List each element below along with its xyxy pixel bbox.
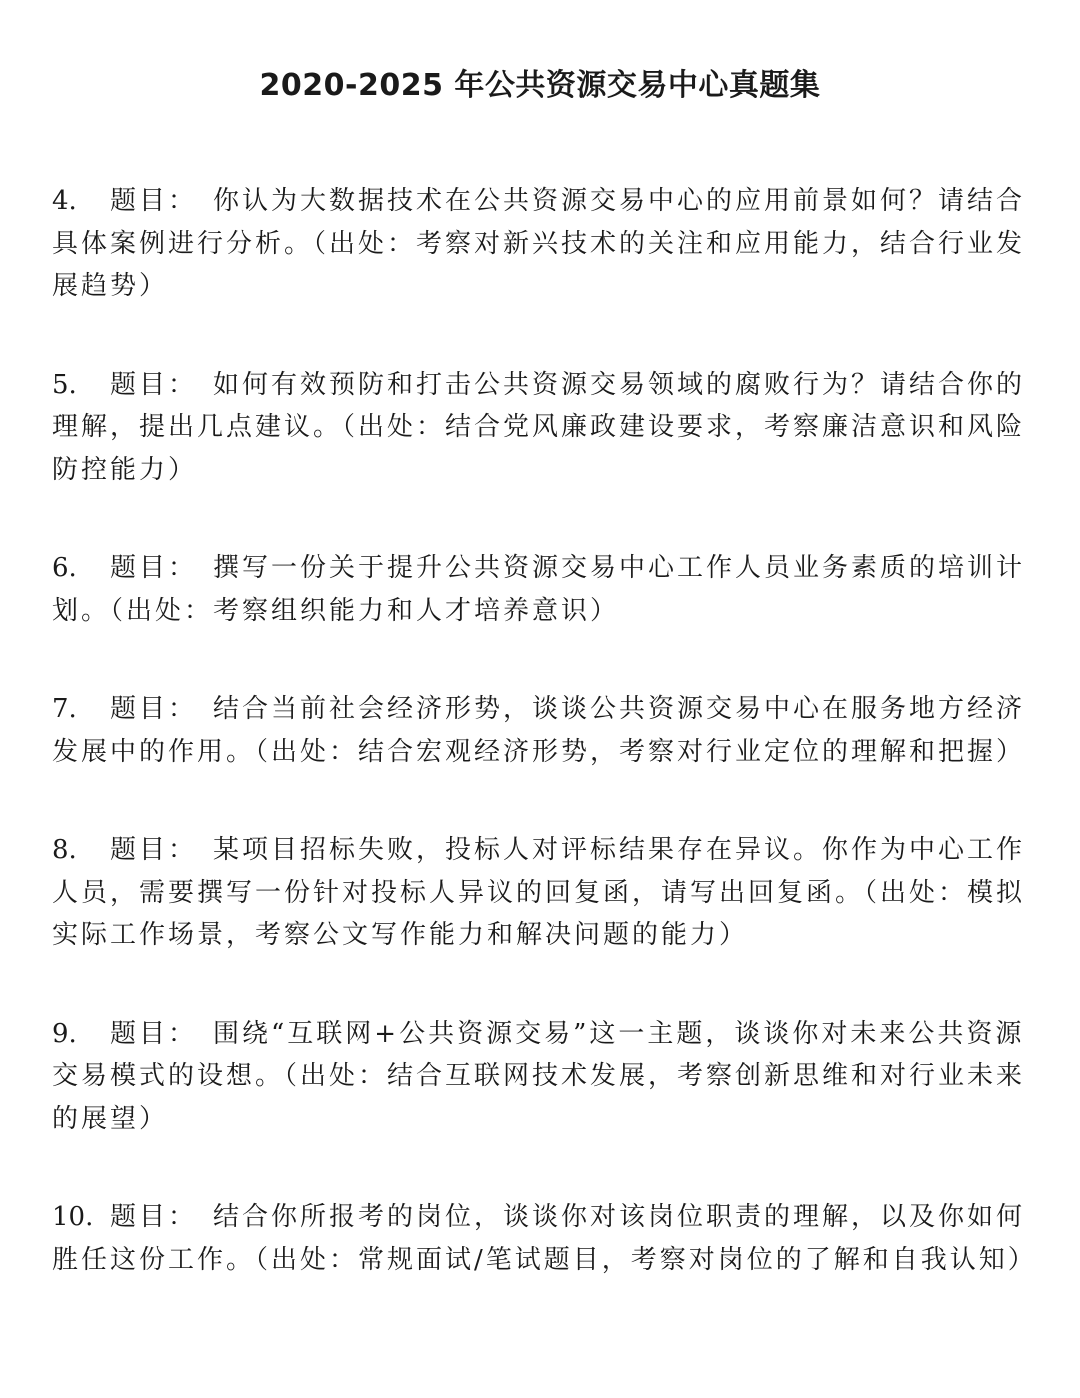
question-item <box>52 1196 1037 1281</box>
question-label: 题目： <box>110 835 198 865</box>
question-text: 如何有效预防和打击公共资源交易领域的腐败行为？请结合你的理解，提出几点建议。（出处：结合党风廉政建设要求，考察廉洁意识和风险防控能力） <box>52 369 1026 485</box>
question-text: 某项目招标失败，投标人对评标结果存在异议。你作为中心工作人员，需要撰写一份针对投标人异议的回复函，请写出回复函。（出处：模拟实际工作场景，考察公文写作能力和解决问题的能力） <box>52 835 1026 950</box>
question-text: 结合当前社会经济形势，谈谈公共资源交易中心在服务地方经济发展中的作用。（出处：结合宏观经济形势，考察对行业定位的理解和把握） <box>52 694 1026 767</box>
question-text: 结合你所报考的岗位，谈谈你对该岗位职责的理解，以及你如何胜任这份工作。（出处：常规面试/笔试题目，考察对岗位的了解和自我认知） <box>52 1202 1037 1275</box>
question-label: 题目： <box>110 1018 198 1049</box>
question-text: 你认为大数据技术在公共资源交易中心的应用前景如何？请结合具体案例进行分析。（出处：考察对新兴技术的关注和应用能力，结合行业发展趋势） <box>52 186 1026 301</box>
question-label: 题目： <box>110 369 198 400</box>
question-label: 题目： <box>110 694 198 724</box>
question-number: 8. <box>52 835 77 865</box>
question-label: 题目： <box>110 553 198 583</box>
question-item <box>52 547 1028 632</box>
question-label: 题目： <box>110 186 198 216</box>
question-number: 4. <box>52 186 77 216</box>
question-label: 题目： <box>110 1202 198 1232</box>
page-title: 2020-2025 年公共资源交易中心真题集 <box>259 68 821 103</box>
question-item <box>52 829 1028 957</box>
question-number: 5. <box>52 369 77 400</box>
question-item <box>52 1013 1028 1141</box>
question-item <box>52 688 1028 773</box>
question-text: 撰写一份关于提升公共资源交易中心工作人员业务素质的培训计划。（出处：考察组织能力和人才培养意识） <box>52 553 1026 626</box>
question-number: 7. <box>52 694 77 724</box>
question-item <box>52 364 1028 492</box>
question-number: 9. <box>52 1018 77 1049</box>
question-number: 10. <box>52 1202 94 1232</box>
question-text: 围绕“互联网+公共资源交易”这一主题，谈谈你对未来公共资源交易模式的设想。（出处：结合互联网技术发展，考察创新思维和对行业未来的展望） <box>52 1018 1026 1134</box>
question-number: 6. <box>52 553 77 583</box>
question-item <box>52 180 1028 308</box>
